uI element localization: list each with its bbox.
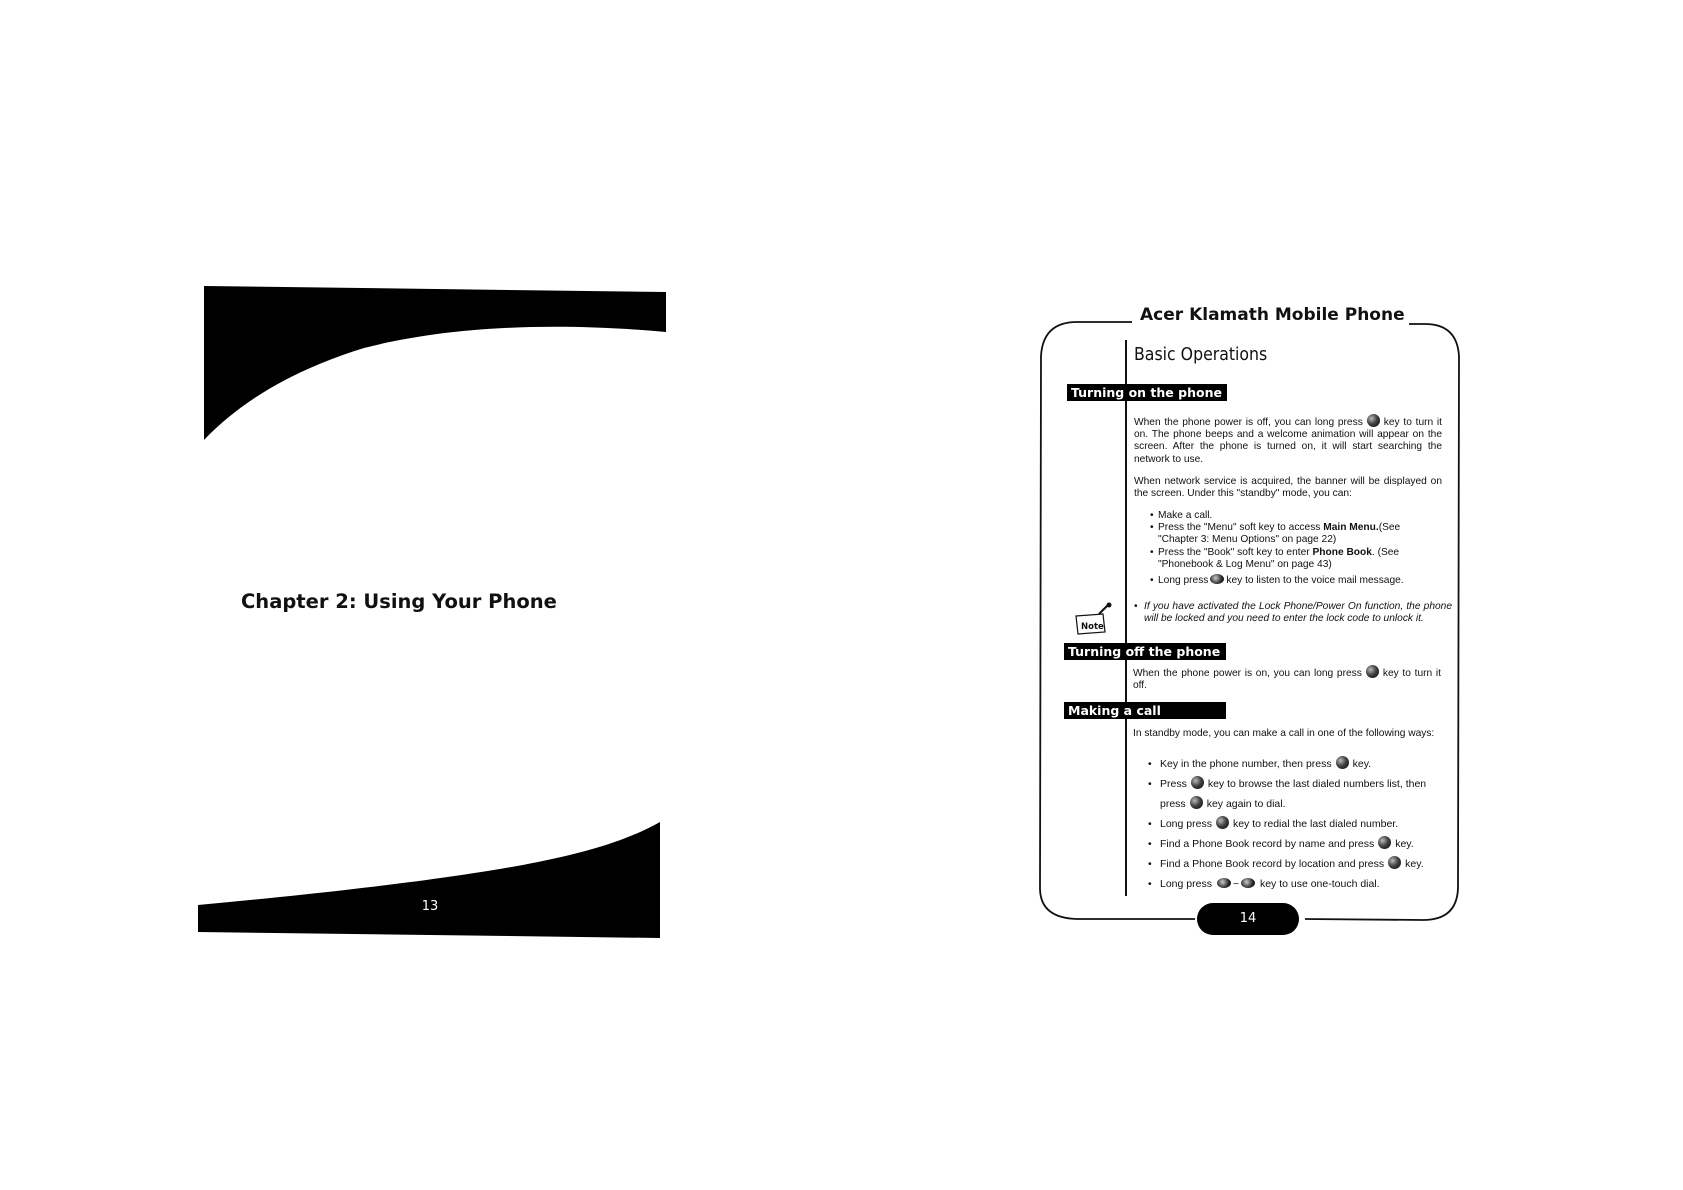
power-key-icon — [1366, 665, 1379, 678]
send-key-icon — [1388, 856, 1401, 869]
list-item: • Make a call. — [1150, 510, 1440, 522]
list-item: • Press the "Book" soft key to enter Phone Book. (See "Phonebook & Log Menu" on page 43) — [1150, 547, 1440, 571]
power-key-icon — [1367, 414, 1380, 427]
list-item: • Long press ~ key to use one-touch dial. — [1148, 874, 1443, 894]
list-item: • Press key to browse the last dialed numbers list, then press key again to dial. — [1148, 774, 1443, 814]
making-call-intro: In standby mode, you can make a call in one of the following ways: — [1133, 728, 1435, 739]
page-number-left: 13 — [421, 899, 439, 914]
top-decorative-band — [204, 286, 666, 444]
turning-on-para1: When the phone power is off, you can long press key to turn it on. The phone beeps and a welcome animation will appear on the screen. After the phone is turned on, it will start searching the network to use. — [1134, 414, 1442, 466]
note-icon-label: Note — [1081, 622, 1104, 632]
list-item: • Long press key to redial the last dialed number. — [1148, 814, 1443, 834]
page-number-right: 14 — [1197, 903, 1299, 935]
list-item: • Find a Phone Book record by name and press key. — [1148, 834, 1443, 854]
send-key-icon — [1216, 816, 1229, 829]
turning-on-para2: When network service is acquired, the banner will be displayed on the screen. Under this "standby" mode, you can: — [1134, 476, 1442, 500]
heading-turning-off: Turning off the phone — [1064, 643, 1226, 660]
speed-dial-key-start-icon — [1217, 878, 1231, 888]
list-item: • Long press key to listen to the voice mail message. — [1150, 574, 1440, 587]
standby-options-list — [1150, 510, 1440, 587]
heading-turning-on: Turning on the phone — [1067, 384, 1227, 401]
voicemail-key-icon — [1210, 574, 1224, 584]
send-key-icon — [1378, 836, 1391, 849]
send-key-icon — [1190, 796, 1203, 809]
bottom-decorative-band — [198, 822, 660, 940]
note-text: • If you have activated the Lock Phone/Power On function, the phone will be locked and you need to enter the lock code to unlock it. — [1134, 601, 1452, 625]
list-item: • Key in the phone number, then press key. — [1148, 754, 1443, 774]
section-title: Basic Operations — [1134, 345, 1268, 365]
speed-dial-key-end-icon — [1241, 878, 1255, 888]
heading-making-call: Making a call — [1064, 702, 1226, 719]
header-title: Acer Klamath Mobile Phone — [1136, 305, 1409, 325]
turning-off-para: When the phone power is on, you can long press key to turn it off. — [1133, 665, 1441, 692]
chapter-title: Chapter 2: Using Your Phone — [241, 590, 557, 613]
send-key-icon — [1336, 756, 1349, 769]
note-icon — [1073, 602, 1115, 636]
call-methods-list — [1148, 754, 1443, 894]
list-item: • Find a Phone Book record by location and press key. — [1148, 854, 1443, 874]
send-key-icon — [1191, 776, 1204, 789]
margin-rule — [1125, 340, 1127, 896]
list-item: • Press the "Menu" soft key to access Main Menu.(See "Chapter 3: Menu Options" on page 22) — [1150, 522, 1440, 546]
